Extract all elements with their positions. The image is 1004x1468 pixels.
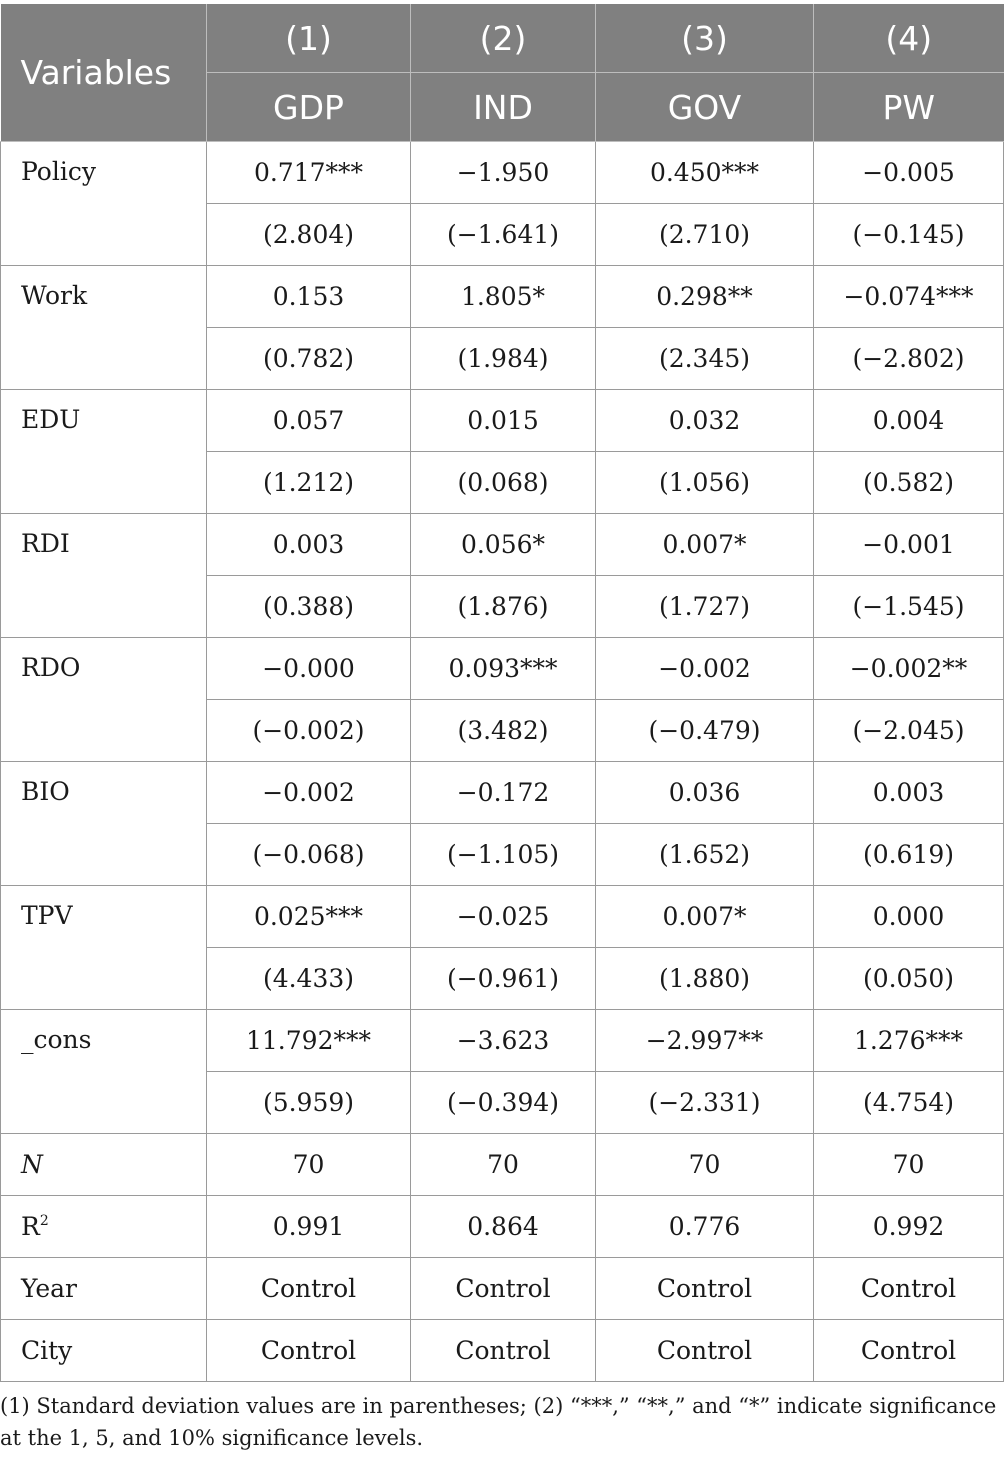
tstat-cell: (−2.331) xyxy=(596,1072,814,1134)
tstat-cell: (5.959) xyxy=(207,1072,411,1134)
table-row-r2 xyxy=(1,1196,1004,1258)
stat-cell: 70 xyxy=(411,1134,596,1196)
tstat-cell: (1.880) xyxy=(596,948,814,1010)
coef-cell: −0.000 xyxy=(207,638,411,700)
header-model-2-number: (2) xyxy=(411,4,596,73)
variable-name: TPV xyxy=(1,886,207,1010)
stat-cell: Control xyxy=(814,1258,1004,1320)
table-footnote xyxy=(0,1390,1004,1454)
stat-cell: 0.991 xyxy=(207,1196,411,1258)
coef-cell: 0.015 xyxy=(411,390,596,452)
coef-cell: −0.002** xyxy=(814,638,1004,700)
coef-cell: −0.001 xyxy=(814,514,1004,576)
tstat-cell: (1.876) xyxy=(411,576,596,638)
table-row-coef xyxy=(1,638,1004,700)
header-row-numbers xyxy=(1,4,1004,73)
coef-cell: 0.056* xyxy=(411,514,596,576)
table-row-coef xyxy=(1,390,1004,452)
tstat-cell: (0.068) xyxy=(411,452,596,514)
tstat-cell: (−0.002) xyxy=(207,700,411,762)
stat-cell: Control xyxy=(207,1258,411,1320)
tstat-cell: (−0.479) xyxy=(596,700,814,762)
table-row-city xyxy=(1,1320,1004,1382)
variable-name: Policy xyxy=(1,142,207,266)
header-model-4-number: (4) xyxy=(814,4,1004,73)
tstat-cell: (−1.641) xyxy=(411,204,596,266)
tstat-cell: (0.388) xyxy=(207,576,411,638)
coef-cell: 1.276*** xyxy=(814,1010,1004,1072)
coef-cell: 0.003 xyxy=(814,762,1004,824)
header-model-2-name: IND xyxy=(411,73,596,142)
coef-cell: 0.036 xyxy=(596,762,814,824)
header-variables: Variables xyxy=(1,4,207,142)
coef-cell: −0.002 xyxy=(207,762,411,824)
r2-superscript: 2 xyxy=(39,1213,49,1229)
table-row-n xyxy=(1,1134,1004,1196)
tstat-cell: (0.050) xyxy=(814,948,1004,1010)
tstat-cell: (−0.961) xyxy=(411,948,596,1010)
tstat-cell: (1.984) xyxy=(411,328,596,390)
table-row-coef xyxy=(1,1010,1004,1072)
r2-base: R xyxy=(21,1212,40,1241)
coef-cell: −0.025 xyxy=(411,886,596,948)
variable-name: Work xyxy=(1,266,207,390)
tstat-cell: (−0.394) xyxy=(411,1072,596,1134)
coef-cell: 0.717*** xyxy=(207,142,411,204)
tstat-cell: (2.804) xyxy=(207,204,411,266)
stat-cell: Control xyxy=(207,1320,411,1382)
tstat-cell: (−2.045) xyxy=(814,700,1004,762)
coef-cell: −2.997** xyxy=(596,1010,814,1072)
stat-cell: 0.864 xyxy=(411,1196,596,1258)
tstat-cell: (3.482) xyxy=(411,700,596,762)
header-model-3-name: GOV xyxy=(596,73,814,142)
stat-label-city: City xyxy=(1,1320,207,1382)
coef-cell: 0.000 xyxy=(814,886,1004,948)
stat-cell: Control xyxy=(596,1258,814,1320)
coef-cell: 0.003 xyxy=(207,514,411,576)
tstat-cell: (−0.145) xyxy=(814,204,1004,266)
table-row-coef xyxy=(1,886,1004,948)
stat-cell: 0.992 xyxy=(814,1196,1004,1258)
coef-cell: −0.005 xyxy=(814,142,1004,204)
header-model-3-number: (3) xyxy=(596,4,814,73)
coef-cell: 0.450*** xyxy=(596,142,814,204)
coef-cell: 0.007* xyxy=(596,514,814,576)
header-model-4-name: PW xyxy=(814,73,1004,142)
tstat-cell: (−2.802) xyxy=(814,328,1004,390)
variable-name: _cons xyxy=(1,1010,207,1134)
regression-table xyxy=(0,4,1004,1382)
header-model-1-number: (1) xyxy=(207,4,411,73)
variable-name: RDO xyxy=(1,638,207,762)
coef-cell: 0.057 xyxy=(207,390,411,452)
variable-name: RDI xyxy=(1,514,207,638)
tstat-cell: (0.582) xyxy=(814,452,1004,514)
tstat-cell: (4.433) xyxy=(207,948,411,1010)
variable-name: EDU xyxy=(1,390,207,514)
coef-cell: −0.002 xyxy=(596,638,814,700)
coef-cell: 0.093*** xyxy=(411,638,596,700)
table-row-coef xyxy=(1,514,1004,576)
coef-cell: 0.004 xyxy=(814,390,1004,452)
stat-cell: 70 xyxy=(207,1134,411,1196)
tstat-cell: (0.619) xyxy=(814,824,1004,886)
tstat-cell: (4.754) xyxy=(814,1072,1004,1134)
stat-label-n: N xyxy=(1,1134,207,1196)
stat-cell: 70 xyxy=(814,1134,1004,1196)
stat-label-year: Year xyxy=(1,1258,207,1320)
coef-cell: −1.950 xyxy=(411,142,596,204)
coef-cell: −0.074*** xyxy=(814,266,1004,328)
tstat-cell: (−0.068) xyxy=(207,824,411,886)
tstat-cell: (1.727) xyxy=(596,576,814,638)
stat-cell: Control xyxy=(411,1320,596,1382)
table-row-year xyxy=(1,1258,1004,1320)
stat-cell: Control xyxy=(411,1258,596,1320)
stat-cell: 70 xyxy=(596,1134,814,1196)
coef-cell: 11.792*** xyxy=(207,1010,411,1072)
coef-cell: −0.172 xyxy=(411,762,596,824)
table-row-coef xyxy=(1,266,1004,328)
tstat-cell: (2.345) xyxy=(596,328,814,390)
tstat-cell: (−1.105) xyxy=(411,824,596,886)
coef-cell: 0.025*** xyxy=(207,886,411,948)
variable-name: BIO xyxy=(1,762,207,886)
tstat-cell: (−1.545) xyxy=(814,576,1004,638)
coef-cell: 0.153 xyxy=(207,266,411,328)
tstat-cell: (1.652) xyxy=(596,824,814,886)
stat-cell: 0.776 xyxy=(596,1196,814,1258)
tstat-cell: (1.212) xyxy=(207,452,411,514)
tstat-cell: (1.056) xyxy=(596,452,814,514)
footnote-line-2: at the 1, 5, and 10% significance levels. xyxy=(0,1426,424,1450)
table-row-coef xyxy=(1,142,1004,204)
footnote-line-1: (1) Standard deviation values are in parentheses; (2) “***,” “**,” and “*” indicate significance xyxy=(0,1394,997,1418)
stat-label-r2 xyxy=(1,1196,207,1258)
stat-cell: Control xyxy=(596,1320,814,1382)
tstat-cell: (2.710) xyxy=(596,204,814,266)
header-model-1-name: GDP xyxy=(207,73,411,142)
coef-cell: 0.298** xyxy=(596,266,814,328)
coef-cell: 1.805* xyxy=(411,266,596,328)
stat-cell: Control xyxy=(814,1320,1004,1382)
coef-cell: −3.623 xyxy=(411,1010,596,1072)
coef-cell: 0.032 xyxy=(596,390,814,452)
coef-cell: 0.007* xyxy=(596,886,814,948)
table-row-coef xyxy=(1,762,1004,824)
tstat-cell: (0.782) xyxy=(207,328,411,390)
